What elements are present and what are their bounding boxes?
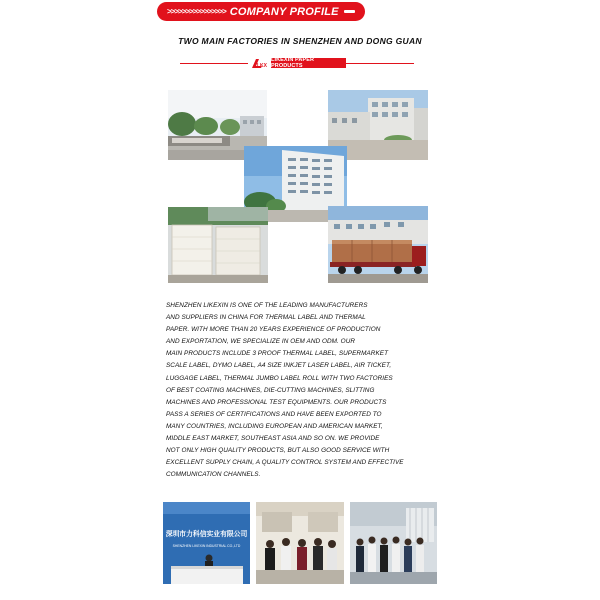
company-profile-banner (157, 2, 365, 21)
company-description (166, 300, 456, 481)
description-line: MIDDLE EAST MARKET, SOUTHEAST ASIA AND SO ON. WE PROVIDE (166, 435, 380, 443)
factory-visit-photo (350, 502, 437, 584)
description-line: MAIN PRODUCTS INCLUDE 3 PROOF THERMAL LABEL, SUPERMARKET (166, 350, 389, 358)
brand-logo (250, 57, 270, 70)
banner-title: COMPANY PROFILE (229, 5, 339, 18)
brand-tag: LIKEXIN PAPER PRODUCTS (271, 58, 346, 68)
paper-pallets-photo (168, 207, 268, 283)
description-line: NOT ONLY HIGH QUALITY PRODUCTS, BUT ALSO GOOD SERVICE WITH (166, 447, 390, 455)
description-line: SCALE LABEL, DYMO LABEL, A4 SIZE INKJET LASER LABEL, AIR TICKET, (166, 362, 392, 370)
description-line: MANY COUNTRIES, INCLUDING EUROPEAN AND AMERICAN MARKET, (166, 422, 383, 430)
page-title: TWO MAIN FACTORIES IN SHENZHEN AND DONG GUAN (178, 36, 422, 46)
office-sign-sub: SHENZHEN LIKEXIN INDUSTRIAL CO.,LTD (172, 544, 241, 548)
banner-arrows: >>>>>>>>>>>>>>>> (167, 7, 226, 16)
exhibition-photo (256, 502, 344, 584)
description-line: OF BEST COATING MACHINES, DIE-CUTTING MACHINES, SLITTING (166, 386, 375, 394)
description-line: AND EXPORTATION, WE SPECIALIZE IN OEM AND ODM. OUR (166, 338, 356, 346)
reception-photo (163, 502, 250, 584)
divider-right (346, 63, 414, 64)
description-line: COMMUNICATION CHANNELS. (166, 471, 261, 479)
description-line: PAPER. WITH MORE THAN 20 YEARS EXPERIENCE OF PRODUCTION (166, 326, 381, 334)
description-line: EXCELLENT SUPPLY CHAIN, A QUALITY CONTROL SYSTEM AND EFFECTIVE (166, 459, 404, 467)
description-line: AND SUPPLIERS IN CHINA FOR THERMAL LABEL AND THERMAL (166, 314, 366, 322)
description-line: MACHINES AND PROFESSIONAL TEST EQUIPMENTS. OUR PRODUCTS (166, 398, 387, 406)
description-line: LUGGAGE LABEL, THERMAL JUMBO LABEL ROLL WITH TWO FACTORIES (166, 374, 393, 382)
banner-dash-icon (344, 10, 355, 13)
description-line: PASS A SERIES OF CERTIFICATIONS AND HAVE BEEN EXPORTED TO (166, 410, 382, 418)
brand-logo-icon (250, 57, 270, 70)
truck-loading-photo (328, 206, 428, 283)
divider-left (180, 63, 248, 64)
description-line: SHENZHEN LIKEXIN IS ONE OF THE LEADING MANUFACTURERS (166, 302, 368, 309)
brand-logo-text: LKX (257, 63, 267, 69)
office-sign-text: 深圳市力科信实业有限公司 (165, 531, 248, 538)
